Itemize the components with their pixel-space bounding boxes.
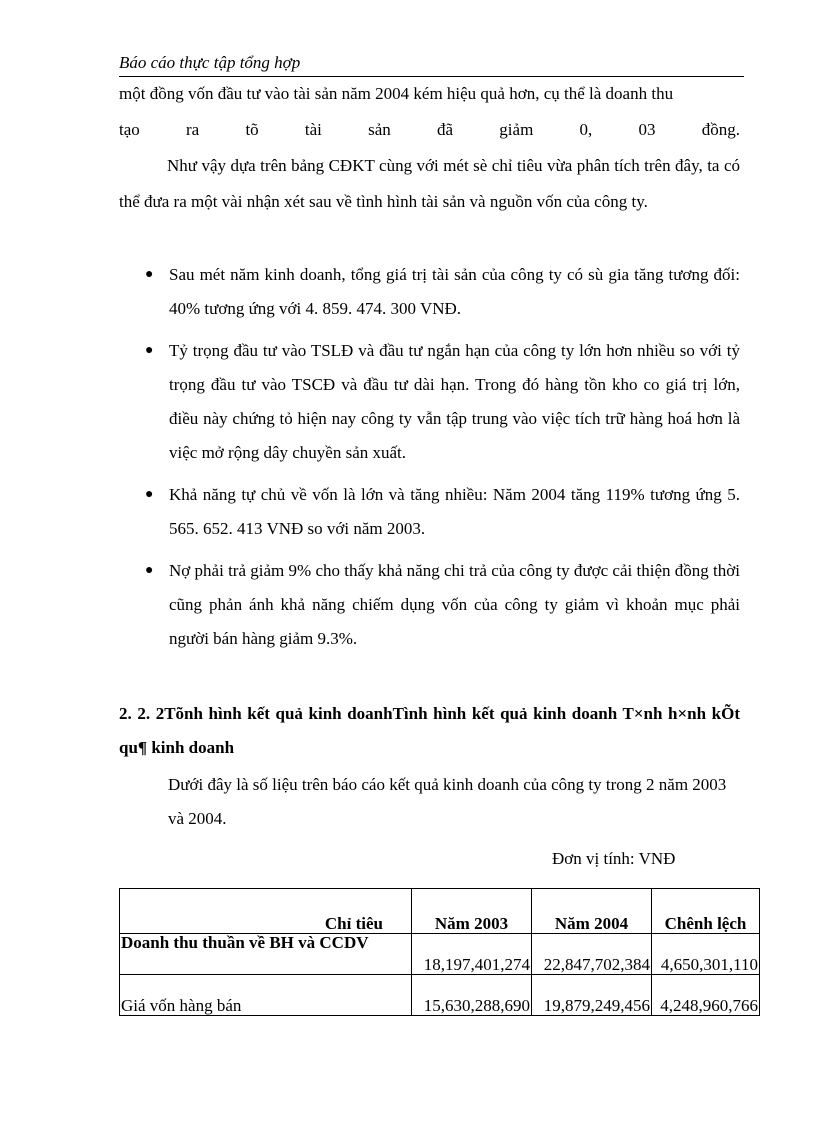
header-difference: Chênh lệch (652, 889, 760, 934)
row-value-2003: 18,197,401,274 (412, 934, 532, 975)
row-label: Doanh thu thuần về BH và CCDV (120, 934, 412, 975)
paragraph-1-line-1: một đồng vốn đầu tư vào tài sản năm 2004 kém hiệu quả hơn, cụ thể là doanh thu (119, 84, 674, 103)
bullet-icon: ● (145, 563, 154, 578)
row-label: Giá vốn hàng bán (120, 975, 412, 1016)
table-row (120, 934, 760, 975)
list-item (119, 258, 740, 326)
financial-table (119, 888, 760, 1016)
paragraph-2: Như vậy dựa trên bảng CĐKT cùng với mét sè chỉ tiêu vừa phân tích trên đây, ta có thể đưa ra một vài nhận xét sau về tình hình tài sản và nguồn vốn của công ty. (119, 156, 740, 211)
header-2003: Năm 2003 (412, 889, 532, 934)
list-item (119, 334, 740, 470)
table-intro: Dưới đây là số liệu trên báo cáo kết quả kinh doanh của công ty trong 2 năm 2003 và 2004. (168, 775, 727, 828)
unit-label: Đơn vị tính: VNĐ (552, 849, 676, 868)
list-item (119, 554, 740, 656)
bullet-text: Khả năng tự chủ về vốn là lớn và tăng nhiều: Năm 2004 tăng 119% tương ứng 5. 565. 652. 413 VNĐ so với năm 2003. (169, 485, 740, 538)
row-value-2003: 15,630,288,690 (412, 975, 532, 1016)
header-title: Báo cáo thực tập tổng hợp (119, 53, 301, 72)
table-row (120, 975, 760, 1016)
paragraph-1 (119, 76, 740, 220)
bullet-text: Sau mét năm kinh doanh, tổng giá trị tài sản của công ty có sù gia tăng tương đối: 40% tương ứng với 4. 859. 474. 300 VNĐ. (169, 265, 740, 318)
bullet-text: Tỷ trọng đầu tư vào TSLĐ và đầu tư ngắn hạn của công ty lớn hơn nhiều so với tỷ trọng đầu tư vào TSCĐ và đầu tư dài hạn. Trong đó hàng tồn kho co giá trị lớn, điều này chứng tỏ hiện nay công ty vẫn tập trung vào việc tích trữ hàng hoá hơn là việc mở rộng dây chuyền sản xuất. (169, 341, 740, 462)
section-heading: 2. 2. 2Tõnh hình kết quả kinh doanhTình hình kết quả kinh doanh T×nh h×nh kÕt qu¶ kinh doanh (119, 704, 740, 757)
row-value-2004: 22,847,702,384 (532, 934, 652, 975)
bullet-icon: ● (145, 487, 154, 502)
bullet-icon: ● (145, 343, 154, 358)
bullet-list (119, 258, 740, 664)
row-value-2004: 19,879,249,456 (532, 975, 652, 1016)
paragraph-1-line-2: tạo ra tõ tài sản đã giảm 0, 03 đồng. (119, 120, 740, 139)
row-value-diff: 4,650,301,110 (652, 934, 760, 975)
bullet-text: Nợ phải trả giảm 9% cho thấy khả năng chi trả của công ty được cải thiện đồng thời cũng phản ánh khả năng chiếm dụng vốn của công ty giảm vì khoản mục phải người bán hàng giảm 9.3%. (169, 561, 740, 648)
header-indicator: Chỉ tiêu (120, 889, 412, 934)
list-item (119, 478, 740, 546)
header-2004: Năm 2004 (532, 889, 652, 934)
bullet-icon: ● (145, 267, 154, 282)
table-header-row (120, 889, 760, 934)
row-value-diff: 4,248,960,766 (652, 975, 760, 1016)
page-header (119, 52, 744, 77)
